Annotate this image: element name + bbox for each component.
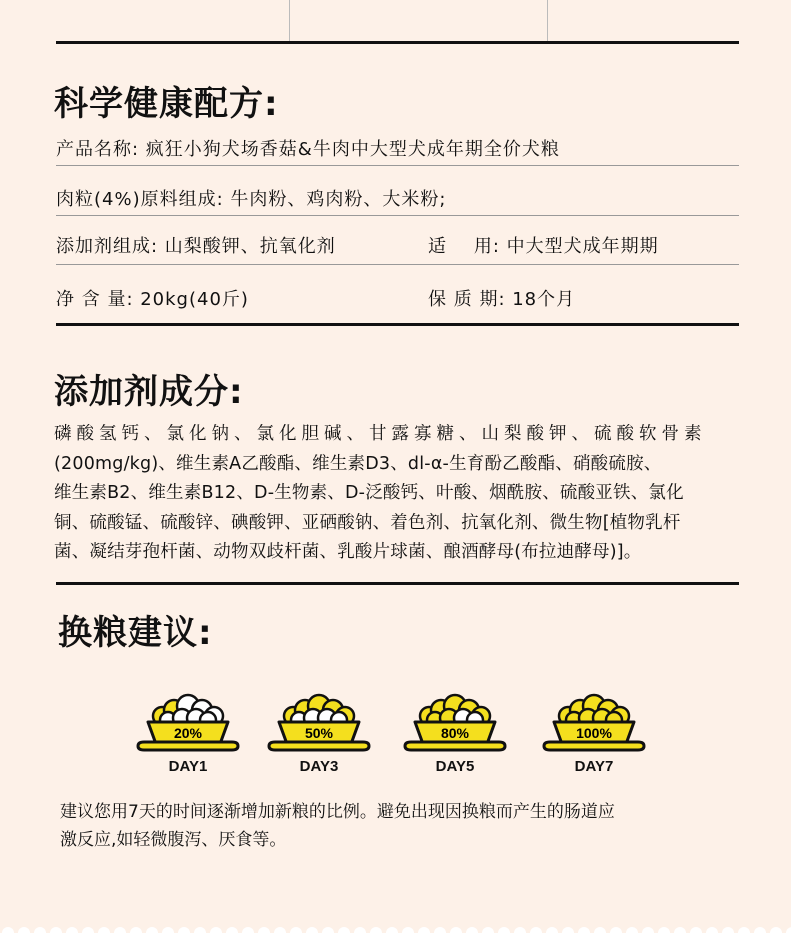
percent-label: 20% xyxy=(173,725,203,741)
top-divider-left xyxy=(289,0,290,42)
food-bowl-icon xyxy=(540,676,648,756)
food-bowl-icon xyxy=(401,676,509,756)
net-weight: 净 含 量: 20kg(40斤) xyxy=(56,289,249,310)
additives-title: 添加剂成分: xyxy=(54,372,244,412)
scalloped-edge xyxy=(0,919,791,933)
additives-line: 铜、硫酸锰、硫酸锌、碘酸钾、亚硒酸钠、着色剂、抗氧化剂、微生物[植物乳杆 xyxy=(54,512,681,533)
percent-label: 50% xyxy=(304,725,334,741)
additives-line: 维生素B2、维生素B12、D-生物素、D-泛酸钙、叶酸、烟酰胺、硫酸亚铁、氯化 xyxy=(54,483,684,503)
additive-composition: 添加剂组成: 山梨酸钾、抗氧化剂 xyxy=(56,236,336,257)
section-rule xyxy=(56,41,739,44)
section-rule xyxy=(56,582,739,585)
food-bowl-icon xyxy=(265,676,373,756)
day-label: DAY5 xyxy=(435,758,475,775)
row-divider xyxy=(56,215,739,216)
meat-composition: 肉粒(4%)原料组成: 牛肉粉、鸡肉粉、大米粉; xyxy=(56,189,447,210)
note-line: 建议您用7天的时间逐渐增加新粮的比例。避免出现因换粮而产生的肠道应 xyxy=(60,802,615,822)
transition-title: 换粮建议: xyxy=(58,613,213,653)
percent-label: 100% xyxy=(576,725,612,741)
top-divider-right xyxy=(547,0,548,42)
transition-note xyxy=(60,798,750,854)
day-label: DAY1 xyxy=(168,758,208,775)
note-line: 激反应,如轻微腹泻、厌食等。 xyxy=(60,830,287,850)
product-name: 产品名称: 疯狂小狗犬场香菇&牛肉中大型犬成年期全价犬粮 xyxy=(56,139,560,160)
day-label: DAY7 xyxy=(574,758,614,775)
percent-label: 80% xyxy=(440,725,470,741)
additives-line: 磷酸氢钙、氯化钠、氯化胆碱、甘露寡糖、山梨酸钾、硫酸软骨素 xyxy=(54,424,707,444)
formula-title: 科学健康配方: xyxy=(54,84,279,124)
row-divider xyxy=(56,165,739,166)
day-label: DAY3 xyxy=(299,758,339,775)
suitable-for: 适 用: 中大型犬成年期期 xyxy=(428,236,659,257)
additives-line: (200mg/kg)、维生素A乙酸酯、维生素D3、dl-α-生育酚乙酸酯、硝酸硫胺、 xyxy=(54,453,662,474)
row-divider xyxy=(56,264,739,265)
shelf-life: 保 质 期: 18个月 xyxy=(428,289,576,310)
food-bowl-icon xyxy=(134,676,242,756)
section-rule xyxy=(56,323,739,326)
additives-list xyxy=(54,420,744,568)
additives-line: 菌、凝结芽孢杆菌、动物双歧杆菌、乳酸片球菌、酿酒酵母(布拉迪酵母)]。 xyxy=(54,542,642,562)
